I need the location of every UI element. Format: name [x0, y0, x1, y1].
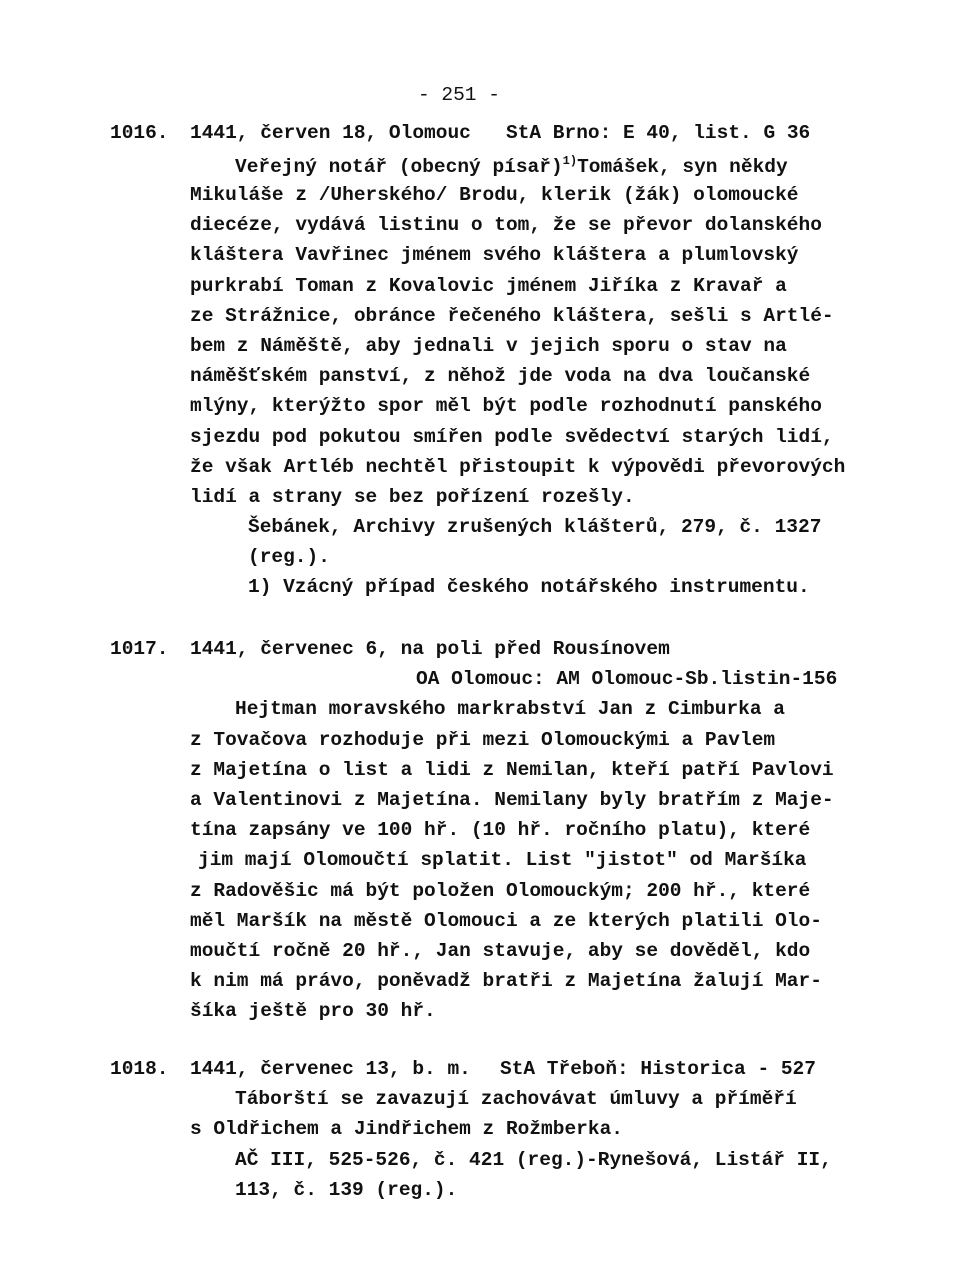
entry-body-line: sjezdu pod pokutou smířen podle svědectví starých lidí,: [190, 426, 834, 448]
entry-body-line: z Radověšic má být položen Olomouckým; 200 hř., které: [190, 880, 811, 902]
entry-footnote: 1) Vzácný případ českého notářského instrumentu.: [248, 576, 810, 598]
entry-body-line: že však Artléb nechtěl přistoupit k výpovědi převorových: [190, 456, 846, 478]
page-number: - 251 -: [418, 84, 500, 106]
entry-body-line: moučtí ročně 20 hř., Jan stavuje, aby se dověděl, kdo: [190, 940, 811, 962]
entry-date-place: 1441, červen 18, Olomouc: [190, 122, 471, 144]
entry-body-line: z Tovačova rozhoduje při mezi Olomouckými a Pavlem: [190, 729, 776, 751]
entry-body-line: lidí a strany se bez pořízení rozešly.: [190, 486, 635, 508]
entry-body-line: Táborští se zavazují zachovávat úmluvy a příměří: [235, 1088, 797, 1110]
entry-body-line: [235, 155, 788, 178]
body-text: Tomášek, syn někdy: [577, 156, 788, 178]
entry-date-place: 1441, červenec 13, b. m.: [190, 1058, 471, 1080]
entry-body-line: k nim má právo, poněvadž bratři z Majetína žalují Mar-: [190, 970, 822, 992]
footnote-marker: 1): [562, 154, 578, 168]
entry-date-place: 1441, červenec 6, na poli před Rousínovem: [190, 638, 670, 660]
entry-number: 1016.: [110, 122, 169, 144]
entry-body-line: bem z Náměště, aby jednali v jejich sporu o stav na: [190, 335, 787, 357]
entry-body-line: diecéze, vydává listinu o tom, že se převor dolanského: [190, 214, 822, 236]
entry-reference: Šebánek, Archivy zrušených klášterů, 279, č. 1327: [248, 516, 822, 538]
entry-body-line: Hejtman moravského markrabství Jan z Cimburka a: [235, 698, 785, 720]
entry-body-line: a Valentinovi z Majetína. Nemilany byly bratřím z Maje-: [190, 789, 834, 811]
entry-reference: 113, č. 139 (reg.).: [235, 1179, 458, 1201]
entry-body-line: s Oldřichem a Jindřichem z Rožmberka.: [190, 1118, 623, 1140]
entry-body-line: měl Maršík na městě Olomouci a ze kterých platili Olo-: [190, 910, 822, 932]
entry-reference: (reg.).: [248, 546, 330, 568]
entry-archive-ref: StA Třeboň: Historica - 527: [500, 1058, 816, 1080]
entry-body-line: kláštera Vavřinec jménem svého kláštera a plumlovský: [190, 244, 799, 266]
entry-body-line: náměšťském panství, z něhož jde voda na dva loučanské: [190, 365, 811, 387]
entry-number: 1017.: [110, 638, 169, 660]
entry-body-line: jim mají Olomoučtí splatit. List "jistot" od Maršíka: [198, 849, 807, 871]
entry-archive-ref: StA Brno: E 40, list. G 36: [506, 122, 811, 144]
body-text: Veřejný notář (obecný písař): [235, 156, 563, 178]
entry-reference: AČ III, 525-526, č. 421 (reg.)-Rynešová, Listář II,: [235, 1149, 832, 1171]
entry-body-line: šíka ještě pro 30 hř.: [190, 1000, 436, 1022]
entry-archive-ref: OA Olomouc: AM Olomouc-Sb.listin-156: [416, 668, 838, 690]
entry-body-line: mlýny, kterýžto spor měl být podle rozhodnutí panského: [190, 395, 822, 417]
entry-number: 1018.: [110, 1058, 169, 1080]
entry-body-line: tína zapsány ve 100 hř. (10 hř. ročního platu), které: [190, 819, 811, 841]
entry-body-line: ze Strážnice, obránce řečeného kláštera, sešli s Artlé-: [190, 305, 834, 327]
entry-body-line: purkrabí Toman z Kovalovic jménem Jiříka z Kravař a: [190, 275, 787, 297]
entry-body-line: Mikuláše z /Uherského/ Brodu, klerik (žák) olomoucké: [190, 184, 799, 206]
entry-body-line: z Majetína o list a lidi z Nemilan, kteří patří Pavlovi: [190, 759, 834, 781]
